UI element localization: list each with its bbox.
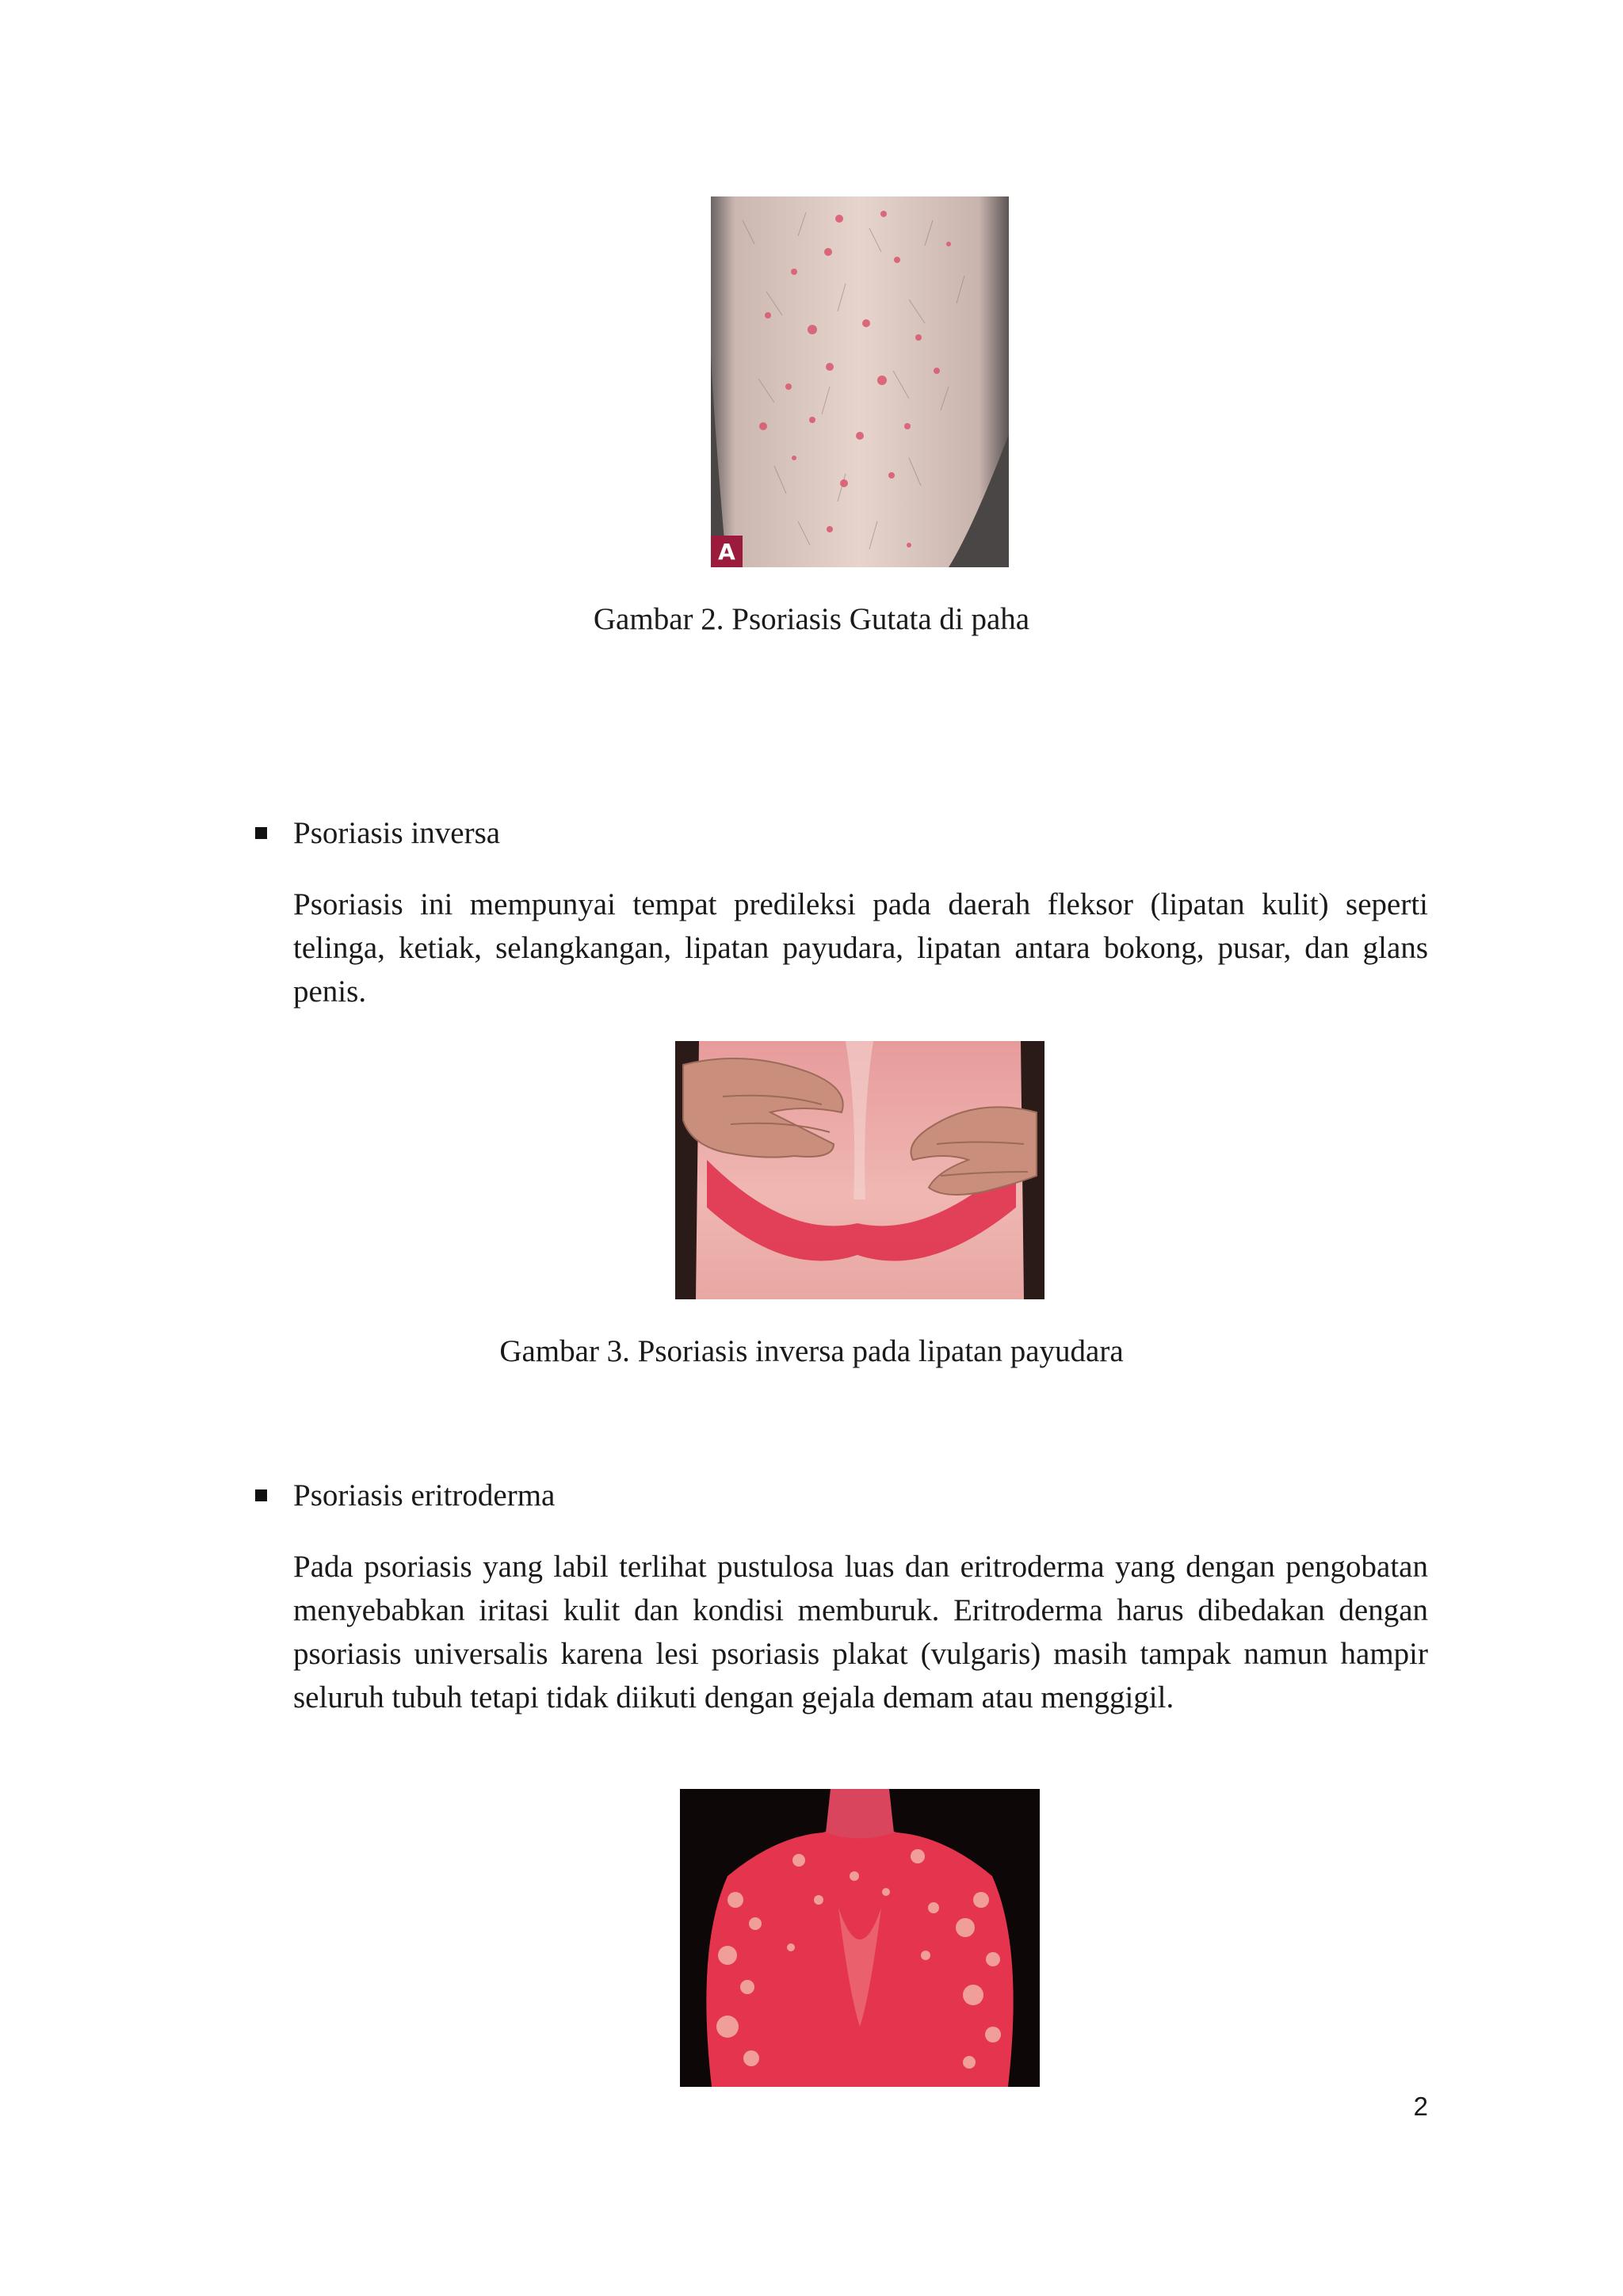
section-heading-inversa: Psoriasis inversa (293, 816, 501, 850)
figure-4-image (680, 1789, 1040, 2087)
figure-3-image (675, 1041, 1044, 1299)
bullet-marker (255, 1489, 267, 1501)
bullet-marker (255, 827, 267, 839)
figure-2-caption: Gambar 2. Psoriasis Gutata di paha (593, 602, 1030, 636)
figure-2-image (711, 196, 1009, 567)
figure-2-badge: A (718, 539, 735, 565)
paragraph-inversa: Psoriasis ini mempunyai tempat predileksi pada daerah fleksor (lipatan kulit) seperti telinga, ketiak, selangkangan, lipatan payudara, lipatan antara bokong, pusar, dan glans penis. (293, 887, 1428, 1009)
paragraph-eritroderma: Pada psoriasis yang labil terlihat pustulosa luas dan eritroderma yang dengan pengobatan menyebabkan iritasi kulit dan kondisi memburuk. Eritroderma harus dibedakan dengan psoriasis universalis karena lesi psoriasis plakat (vulgaris) masih tampak namun hampir seluruh tubuh tetapi tidak diikuti dengan gejala demam atau menggigil. (293, 1550, 1428, 1714)
section-heading-eritroderma: Psoriasis eritroderma (293, 1478, 556, 1512)
figure-3-caption: Gambar 3. Psoriasis inversa pada lipatan payudara (499, 1334, 1124, 1368)
page-number: 2 (1413, 2092, 1428, 2121)
